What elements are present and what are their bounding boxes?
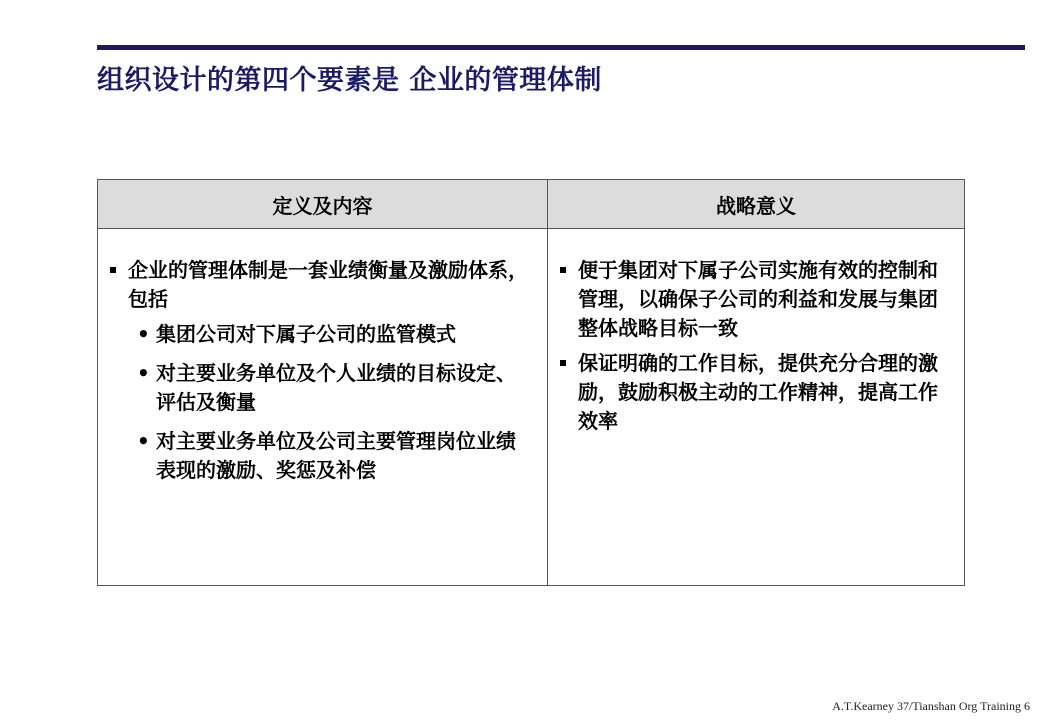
- sub-bullet-text: 集团公司对下属子公司的监管模式: [156, 322, 456, 346]
- header-definition: 定义及内容: [98, 180, 547, 229]
- header-strategic-meaning: 战略意义: [548, 180, 964, 229]
- sub-list-item: [110, 320, 530, 349]
- square-bullet-icon: [560, 267, 566, 273]
- list-item: [560, 349, 945, 436]
- list-item: [560, 256, 945, 343]
- definition-cell: [110, 256, 530, 495]
- sub-bullet-text: 对主要业务单位及公司主要管理岗位业绩表现的激励、奖惩及补偿: [156, 429, 516, 482]
- bullet-text: 企业的管理体制是一套业绩衡量及激励体系，包括: [128, 258, 528, 311]
- title-rule: [97, 45, 1025, 50]
- slide-title: 组织设计的第四个要素是 企业的管理体制: [97, 65, 602, 96]
- sub-list-item: [110, 359, 530, 417]
- strategic-meaning-cell: [560, 256, 945, 442]
- column-divider: [547, 180, 548, 585]
- sub-list-item: [110, 427, 530, 485]
- square-bullet-icon: [110, 267, 116, 273]
- dot-bullet-icon: •: [137, 361, 150, 385]
- square-bullet-icon: [560, 360, 566, 366]
- bullet-text: 保证明确的工作目标，提供充分合理的激励，鼓励积极主动的工作精神，提高工作效率: [578, 351, 938, 433]
- bullet-text: 便于集团对下属子公司实施有效的控制和管理，以确保子公司的利益和发展与集团整体战略目标一致: [578, 258, 938, 340]
- dot-bullet-icon: •: [137, 429, 150, 453]
- footer-text: A.T.Kearney 37/Tianshan Org Training 6: [832, 699, 1030, 713]
- list-item: [110, 256, 530, 314]
- content-table: [97, 179, 965, 586]
- dot-bullet-icon: •: [137, 322, 150, 346]
- sub-bullet-text: 对主要业务单位及个人业绩的目标设定、评估及衡量: [156, 361, 516, 414]
